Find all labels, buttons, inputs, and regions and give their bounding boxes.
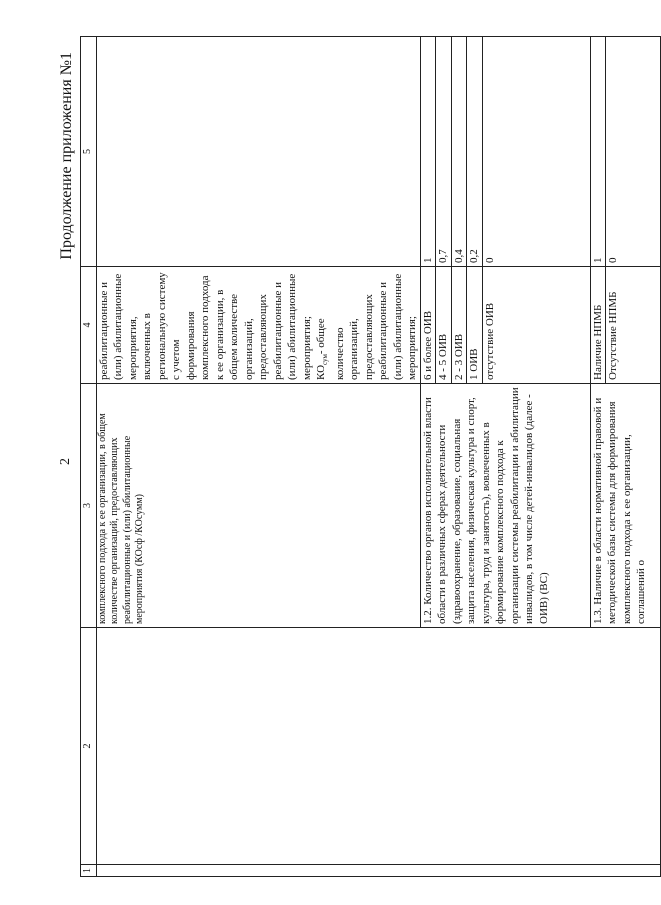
option-label: 1 ОИВ bbox=[467, 267, 483, 384]
formula-sub: сум bbox=[321, 354, 330, 365]
cell-empty bbox=[96, 628, 661, 865]
option-value: 0 bbox=[482, 37, 590, 267]
option-value: 0,7 bbox=[436, 37, 452, 267]
option-value: 1 bbox=[420, 37, 436, 267]
option-value: 0 bbox=[606, 37, 621, 267]
indicator-text: 1.3. Наличие в области нормативной правовой и методической базы системы для формирования комплексного подхода к ее организации, соглашений о bbox=[590, 384, 661, 628]
indicator-text: комплексного подхода к ее организации, в общем количестве организаций, предоставляющих реабилитационные и (или) абилитационные мероприятия (КОсф /КОсумм) bbox=[96, 384, 420, 628]
header-cell: 1 bbox=[81, 865, 97, 877]
option-label: 4 - 5 ОИВ bbox=[436, 267, 452, 384]
option-label: отсутствие ОИВ bbox=[482, 267, 590, 384]
option-value: 1 bbox=[590, 37, 606, 267]
header-cell: 2 bbox=[81, 628, 97, 865]
cell-empty bbox=[96, 865, 661, 877]
header-cell: 5 bbox=[81, 37, 97, 267]
formula-var: КО bbox=[315, 364, 327, 380]
formula-description bbox=[96, 267, 420, 384]
header-row bbox=[81, 37, 97, 877]
cell-empty bbox=[621, 267, 661, 384]
table-row bbox=[96, 37, 420, 877]
cell-empty bbox=[96, 37, 420, 267]
page-number: 2 bbox=[58, 458, 73, 465]
option-label: 6 и более ОИВ bbox=[420, 267, 436, 384]
indicator-text: 1.2. Количество органов исполнительной власти области в различных сферах деятельности (здравоохранение, образование, социальная защита населения, физическая культура и спорт, культура, труд и занятость), вовлеченных в формирование комплексного подхода к организации системы реабилитации и абилитации инвалидов, в том числе детей-инвалидов (далее - ОИВ) (ВС) bbox=[420, 384, 590, 628]
option-label: Наличие НПМБ bbox=[590, 267, 606, 384]
indicator-table bbox=[80, 36, 661, 877]
header-cell: 3 bbox=[81, 384, 97, 628]
header-cell: 4 bbox=[81, 267, 97, 384]
option-value: 0,2 bbox=[467, 37, 483, 267]
option-label: 2 - 3 ОИВ bbox=[451, 267, 467, 384]
cell-empty bbox=[621, 37, 661, 267]
formula-text-2: - общее количество организаций, предоставляющих реабилитационные и (или) абилитационные мероприятия; bbox=[315, 273, 419, 380]
continuation-title: Продолжение приложения №1 bbox=[58, 52, 75, 260]
option-label: Отсутствие НПМБ bbox=[606, 267, 621, 384]
option-value: 0,4 bbox=[451, 37, 467, 267]
formula-text: реабилитационные и (или) абилитационные мероприятия, включенных в региональную систему с учетом формирования комплексного подхода к ее организации, в общем количестве организаций, предоставляющих реабилитационные и (или) абилитационные мероприятия; bbox=[97, 272, 313, 380]
